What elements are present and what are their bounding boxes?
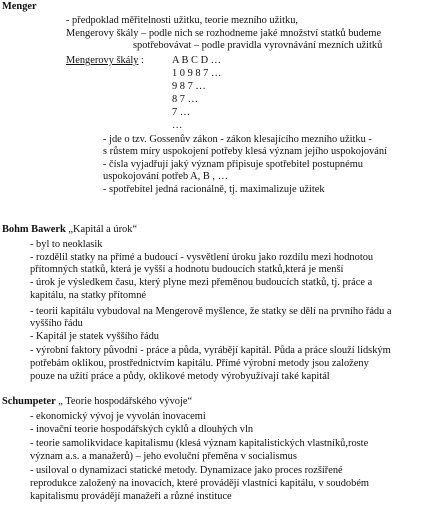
bohm-line: - byl to neoklasik <box>30 239 103 250</box>
menger-bullet-1: - jde o tzv. Gossenův zákon - zákon klesajícího mezního užitku - <box>103 134 372 145</box>
bohm-line: pouze na užití práce a půdy, oklikové metody výrobyužívají také kapitál <box>30 371 330 382</box>
menger-bullet-2-cont: uspokojování potřeb A, B , … <box>103 171 228 182</box>
bohm-line: - teorii kapitálu vybudoval na Mengerově myšlence, že statky se dělí na prvního řádu a <box>30 306 392 317</box>
schumpeter-line: kapitalismu provádějí manažeři a různé instituce <box>30 491 232 502</box>
menger-heading: Menger <box>2 1 37 12</box>
menger-bullet-2: - čísla vyjadřují jaký význam připisuje spotřebitel postupnému <box>103 159 363 170</box>
menger-scale-label-row <box>66 55 144 67</box>
bohm-line: - rozdělil statky na přímé a budoucí - vysvětlení úroku jako rozdílu mezi hodnotou <box>30 252 374 263</box>
bohm-line: potřebám oklikou, prostřednictvím kapitálu. Přímé výrobní metody jsou založeny <box>30 358 369 369</box>
schumpeter-heading: Schumpeter <box>2 396 56 407</box>
bohm-line: kapitálu, na statky přítomné <box>30 290 147 301</box>
scale-row: 9 8 7 … <box>172 81 206 92</box>
menger-line-3: spotřebovávat – podle pravidla vyrovnávání mezních užitků <box>133 40 383 51</box>
bohm-heading-row <box>2 224 137 236</box>
schumpeter-line: - ekonomický vývoj je vyvolán inovacemi <box>30 411 206 422</box>
bohm-work-title: „Kapitál a úrok“ <box>65 224 138 235</box>
bohm-line: - Kapitál je statek vyššího řádu <box>30 331 159 342</box>
bohm-line: - úrok je výsledkem času, který plyne mezi přeměnou budoucích statků, tj. práce a <box>30 277 373 288</box>
schumpeter-work-title: „ Teorie hospodářského vývoje“ <box>55 396 193 407</box>
scale-row: A B C D … <box>172 55 222 66</box>
menger-line-2: Mengerovy škály – podle nich se rozhodneme jaké množství statků budeme <box>66 28 382 39</box>
scale-row: 8 7 … <box>172 94 198 105</box>
schumpeter-line: reprodukce založený na inovacích, které provádějí vlastníci kapitálu, v soudobém <box>30 478 370 489</box>
scale-row: 1 0 9 8 7 … <box>172 68 222 79</box>
scale-row: 7 … <box>172 107 191 118</box>
scale-row: … <box>172 120 183 131</box>
schumpeter-line: - usiloval o dynamizaci statické metody. Dynamizace jako proces rozšířené <box>30 465 343 476</box>
bohm-heading: Bohm Bawerk <box>2 224 66 235</box>
menger-bullet-1-cont: s růstem míry uspokojení potřeby klesá význam jejího uspokojování <box>103 146 387 157</box>
menger-scale-colon: : <box>138 55 144 66</box>
bohm-line: vyššího řádu <box>30 318 83 329</box>
schumpeter-line: - teorie samolikvidace kapitalismu (klesá význam kapitalistických vlastníků,roste <box>30 438 369 449</box>
bohm-line: - výrobní faktory původní - práce a půda, vyrábějí kapitál. Půda a práce slouží lidským <box>30 345 391 356</box>
schumpeter-line: - inovační teorie hospodářských cyklů a dlouhých vln <box>30 424 254 435</box>
bohm-line: přítomných statků, která je vyšší a hodnotu budoucích statků,která je menší <box>30 264 344 275</box>
menger-line-1: - předpoklad měřitelnosti užitku, teorie mezního užitku, <box>66 15 298 26</box>
menger-scale-label: Mengerovy škály <box>66 55 139 66</box>
schumpeter-line: význam a.s. a manažerů) – jeho evoluční přeměna v socialismus <box>30 451 297 462</box>
menger-bullet-3: - spotřebitel jedná racionálně, tj. maximalizuje užitek <box>103 184 325 195</box>
schumpeter-heading-row <box>2 396 192 408</box>
